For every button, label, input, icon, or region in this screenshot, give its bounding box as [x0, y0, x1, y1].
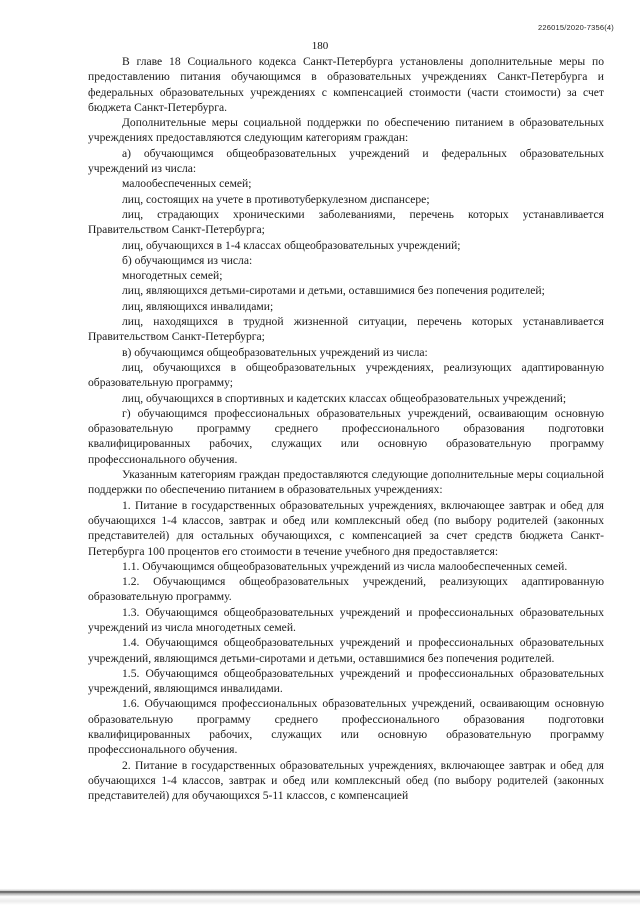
- scan-edge-artifact: [0, 885, 640, 905]
- paragraph: 1.3. Обучающимся общеобразовательных учреждений и профессиональных образовательных учреждений из числа многодетных семей.: [88, 605, 604, 634]
- document-body: [88, 54, 604, 804]
- paragraph: б) обучающимся из числа:: [122, 253, 253, 267]
- paragraph: 1.5. Обучающимся общеобразовательных учреждений и профессиональных образовательных учреждений, являющимся инвалидами.: [88, 666, 604, 696]
- paragraph: многодетных семей;: [122, 269, 223, 283]
- paragraph: лиц, являющихся инвалидами;: [122, 299, 274, 313]
- paragraph: Указанным категориям граждан предоставляются следующие дополнительные меры социальной поддержки по обеспечению питанием в образовательных учреждениях:: [88, 468, 604, 497]
- paragraph: 1.1. Обучающимся общеобразовательных учреждений из числа малообеспеченных семей.: [122, 559, 568, 573]
- paragraph: а) обучающимся общеобразовательных учреждений и федеральных образовательных учреждений из числа:: [88, 146, 604, 176]
- paragraph: лиц, являющихся детьми-сиротами и детьми, оставшимися без попечения родителей;: [122, 284, 545, 298]
- paragraph: лиц, обучающихся в 1-4 классах общеобразовательных учреждений;: [122, 238, 461, 252]
- page-number: 180: [311, 40, 329, 52]
- paragraph: Дополнительные меры социальной поддержки по обеспечению питанием в образовательных учреждениях предоставляются следующим категориям граждан:: [88, 116, 604, 145]
- paragraph: г) обучающимся профессиональных образовательных учреждений, осваивающим основную образовательную программу среднего профессионального образования подготовки квалифицированных рабочих, служащих или основную образовательную программу профессионального обучения.: [88, 406, 604, 466]
- paragraph: малообеспеченных семей;: [122, 177, 252, 191]
- paragraph: 1. Питание в государственных образовательных учреждениях, включающее завтрак и обед для обучающихся 1-4 классов, завтрак и обед или комплексный обед (по выбору родителей (законных представителей) для остальных обучающихся, с компенсацией за счет средств бюджета Санкт-Петербурга 100 процентов его стоимости в течение учебного дня предоставляется:: [88, 498, 604, 558]
- paragraph: лиц, состоящих на учете в противотуберкулезном диспансере;: [122, 192, 430, 206]
- paragraph: В главе 18 Социального кодекса Санкт-Петербурга установлены дополнительные меры по предоставлению питания обучающимся в образовательных учреждениях Санкт-Петербурга и федеральных образовательных учреждениях с компенсацией стоимости (части стоимости) за счет бюджета Санкт-Петербурга.: [88, 55, 604, 114]
- paragraph: лиц, находящихся в трудной жизненной ситуации, перечень которых устанавливается Правительством Санкт-Петербурга;: [88, 315, 604, 344]
- paragraph: 2. Питание в государственных образовательных учреждениях, включающее завтрак и обед для обучающихся 1-4 классов, завтрак и обед или комплексный обед (по выбору родителей (законных представителей) для обучающихся 5-11 классов, с компенсацией: [88, 758, 604, 803]
- paragraph: лиц, обучающихся в общеобразовательных учреждениях, реализующих адаптированную образовательную программу;: [88, 360, 604, 390]
- paragraph: лиц, страдающих хроническими заболеваниями, перечень которых устанавливается Правительством Санкт-Петербурга;: [88, 207, 604, 237]
- paragraph: лиц, обучающихся в спортивных и кадетских классах общеобразовательных учреждений;: [122, 391, 567, 405]
- paragraph: 1.4. Обучающимся общеобразовательных учреждений и профессиональных образовательных учреждений, являющимся детьми-сиротами и детьми, оставшимися без попечения родителей.: [88, 636, 604, 665]
- document-id: 226015/2020-7356(4): [538, 23, 614, 32]
- paragraph: 1.2. Обучающимся общеобразовательных учреждений, реализующих адаптированную образовательную программу.: [88, 575, 604, 604]
- paragraph: 1.6. Обучающимся профессиональных образовательных учреждений, осваивающим основную образовательную программу среднего профессионального образования подготовки квалифицированных рабочих, служащих или основную образовательную программу профессионального обучения.: [88, 697, 604, 757]
- paragraph: в) обучающимся общеобразовательных учреждений из числа:: [122, 345, 428, 359]
